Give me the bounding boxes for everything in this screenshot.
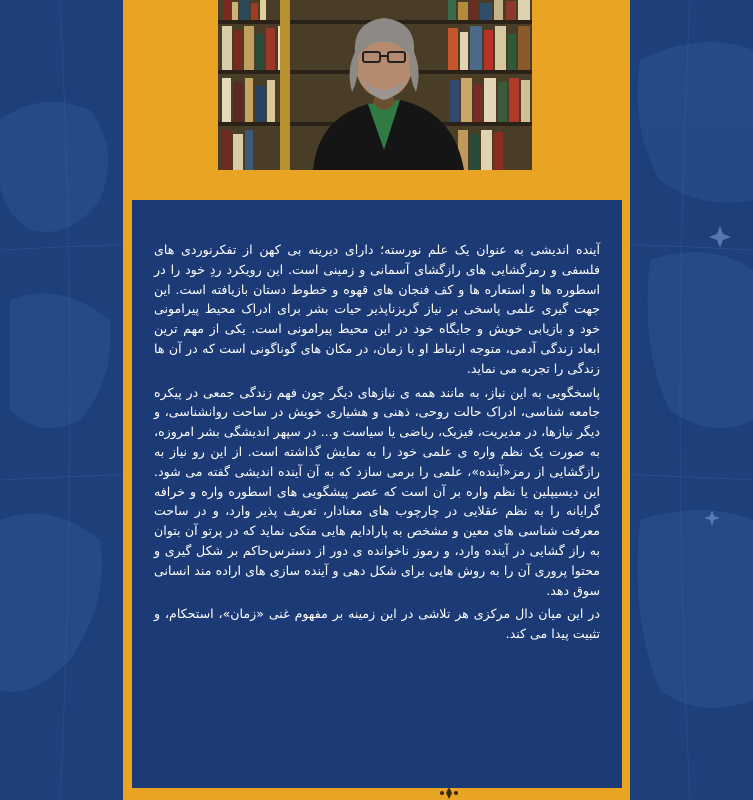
paragraph-2: پاسخگویی به این نیاز، به مانند همه ی نیازهای دیگر چون فهم زندگی جمعی در پیکره جامعه شناسی، ادراک حالت روحی، ذهنی و هشیاری خویش در ساحت روانشناسی، و دیگر نیازها، در مدیریت، فیزیک، ریاضی یا سیاست و... در سپهر اندیشگی بشر امروزه، به صورت یک نظم واره ی علمی خود را به نمایش گذاشته است. از این رو نیاز به رازگشایی از رمز«آینده»، علمی را برمی سازد که به آن آینده اندیشی گفته می شود. این دیسیپلین یا نظم واره بر آن است که عصر پیشگویی های اسطوره واره و خرافه گرایانه را به نظم عقلایی در چارچوب های معنادار، تعریف پذیر وارد، و در ساحت معرفت شناسی های معین و مشخص به پارادایم هایی متکی نماید که در پرتو آن بتوان به راز گشایی در آینده وارد، و رموز ناخوانده ی دور از دسترس‌حاکم بر شکل گیری و محتوا پروری آن را به روش هایی برای شکل دهی و آینده سازی های اراده مند انسانی سوق دهد. [154, 384, 600, 598]
ornament-icon [438, 786, 460, 800]
description-panel [132, 200, 622, 788]
author-photo [218, 0, 532, 170]
paragraph-3: در این میان دال مرکزی هر تلاشی در این زمینه بر مفهوم غنی «زمان»، استحکام، و تثبیت پیدا می کند. [154, 606, 600, 642]
bookshelf-portrait-graphic [218, 0, 532, 170]
paragraph-1: آینده اندیشی به عنوان یک علم نورسته؛ دارای دیرینه بی کهن از تفکرنوردی های فلسفی و رمزگشایی های رازگشای آسمانی و زمینی است. این رویکرد ردِ خود را در اسطوره ها و استعاره ها و کف فنجان های قهوه و خطوط دستان بازیافته است. این جهت گیری علمی پاسخی بر نیاز گریزناپذیر حیات بشر برای ادراک محیط پیرامونی خود و بازیابی خویش و جایگاه خود در این محیط پیرامونی است. یکی از مهم ترین ابعاد زندگی آدمی، متوجه ارتباط او با زمان، در مکان های گوناگونی است که در آن ها زندگی را تجربه می نماید. [154, 242, 600, 376]
